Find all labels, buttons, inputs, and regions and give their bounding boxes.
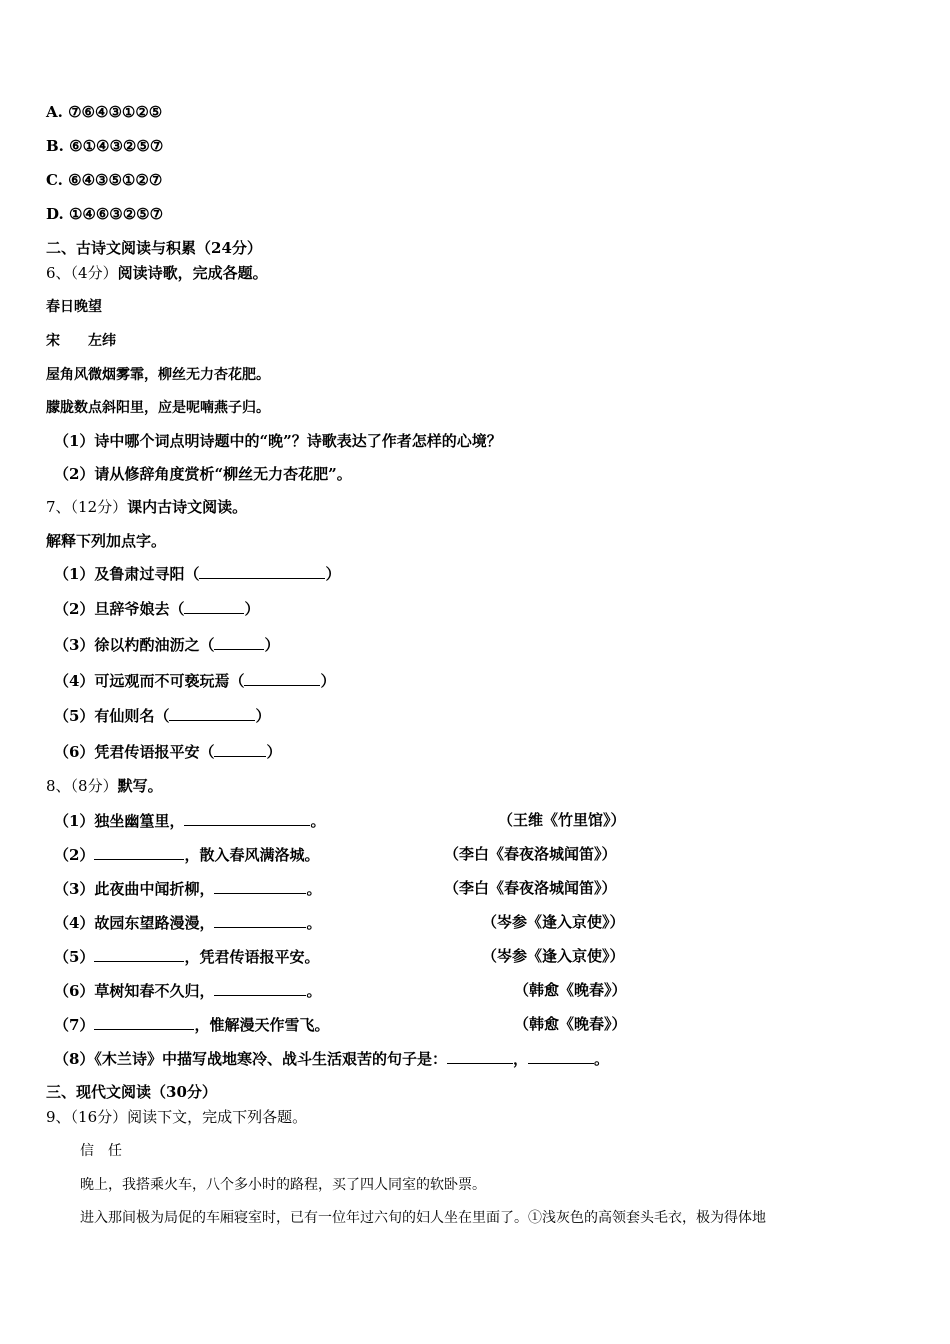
q6-poem-author: 宋 左纬 (46, 333, 116, 349)
q8-source-1: （王维《竹里馆》） (498, 811, 626, 829)
q9-header: 9、（16分）阅读下文，完成下列各题。 (46, 1108, 308, 1126)
option-b: B. ⑥①④③②⑤⑦ (46, 137, 164, 155)
q6-sub1: （1）诗中哪个词点明诗题中的“晚”？诗歌表达了作者怎样的心境？ (54, 432, 502, 450)
q8-source-7: （韩愈《晚春》） (514, 1015, 627, 1033)
q6-poem-line1: 屋角风微烟雾霏，柳丝无力杏花肥。 (46, 367, 270, 383)
q8-source-3: （李白《春夜洛城闻笛》） (444, 879, 617, 897)
q7-item-5: （5）有仙则名（ ） (54, 707, 271, 725)
answer-blank[interactable] (184, 598, 244, 614)
answer-blank[interactable] (244, 670, 320, 686)
option-a: A. ⑦⑥④③①②⑤ (46, 103, 163, 121)
option-d: D. ①④⑥③②⑤⑦ (46, 205, 164, 223)
q8-item-1: （1）独坐幽篁里， 。 (54, 812, 326, 830)
answer-blank[interactable] (94, 946, 184, 962)
q8-header: 8、（8分）默写。 (46, 777, 163, 795)
answer-blank[interactable] (214, 741, 266, 757)
q8-item-3: （3）此夜曲中闻折柳， 。 (54, 880, 322, 898)
q9-paragraph-2: 进入那间极为局促的车厢寝室时，已有一位年过六旬的妇人坐在里面了。①浅灰色的高领套头毛衣，极为得体地 (80, 1210, 766, 1226)
q7-item-6: （6）凭君传语报平安（ ） (54, 743, 282, 761)
section3-title: 三、现代文阅读（30分） (46, 1083, 217, 1101)
answer-blank[interactable] (94, 844, 184, 860)
q9-article-title: 信 任 (80, 1143, 122, 1159)
q8-item-5: （5） ，凭君传语报平安。 (54, 948, 320, 966)
answer-blank[interactable] (169, 705, 255, 721)
q8-item-6: （6）草树知春不久归， 。 (54, 982, 322, 1000)
section2-title: 二、古诗文阅读与积累（24分） (46, 239, 262, 257)
q7-header: 7、（12分）课内古诗文阅读。 (46, 498, 248, 516)
q6-header: 6、（4分）阅读诗歌，完成各题。 (46, 264, 268, 282)
q7-item-2: （2）旦辞爷娘去（ ） (54, 600, 260, 618)
q6-poem-title: 春日晚望 (46, 299, 102, 315)
q8-item-4: （4）故园东望路漫漫， 。 (54, 914, 322, 932)
q9-paragraph-1: 晚上，我搭乘火车，八个多小时的路程，买了四人同室的软卧票。 (80, 1177, 486, 1193)
q6-poem-line2: 朦胧数点斜阳里，应是呢喃燕子归。 (46, 400, 270, 416)
option-c: C. ⑥④③⑤①②⑦ (46, 171, 163, 189)
q7-item-3: （3）徐以杓酌油沥之（ ） (54, 636, 280, 654)
q8-item-8: （8）《木兰诗》中描写战地寒冷、战斗生活艰苦的句子是： ， 。 (54, 1050, 609, 1068)
answer-blank[interactable] (447, 1048, 513, 1064)
q8-item-7: （7） ，惟解漫天作雪飞。 (54, 1016, 330, 1034)
answer-blank[interactable] (214, 912, 306, 928)
q8-source-5: （岑参《逢入京使》） (482, 947, 625, 965)
q7-item-1: （1）及鲁肃过寻阳（ ） (54, 565, 341, 583)
q8-source-4: （岑参《逢入京使》） (482, 913, 625, 931)
answer-blank[interactable] (94, 1014, 194, 1030)
answer-blank[interactable] (214, 634, 264, 650)
q8-source-2: （李白《春夜洛城闻笛》） (444, 845, 617, 863)
answer-blank[interactable] (199, 563, 325, 579)
q8-source-6: （韩愈《晚春》） (514, 981, 627, 999)
q7-instruction: 解释下列加点字。 (46, 532, 167, 550)
q8-item-2: （2） ，散入春风满洛城。 (54, 846, 320, 864)
answer-blank[interactable] (528, 1048, 594, 1064)
answer-blank[interactable] (214, 878, 306, 894)
answer-blank[interactable] (214, 980, 306, 996)
answer-blank[interactable] (184, 810, 310, 826)
q7-item-4: （4）可远观而不可亵玩焉（ ） (54, 672, 336, 690)
q6-sub2: （2）请从修辞角度赏析“柳丝无力杏花肥”。 (54, 465, 352, 483)
